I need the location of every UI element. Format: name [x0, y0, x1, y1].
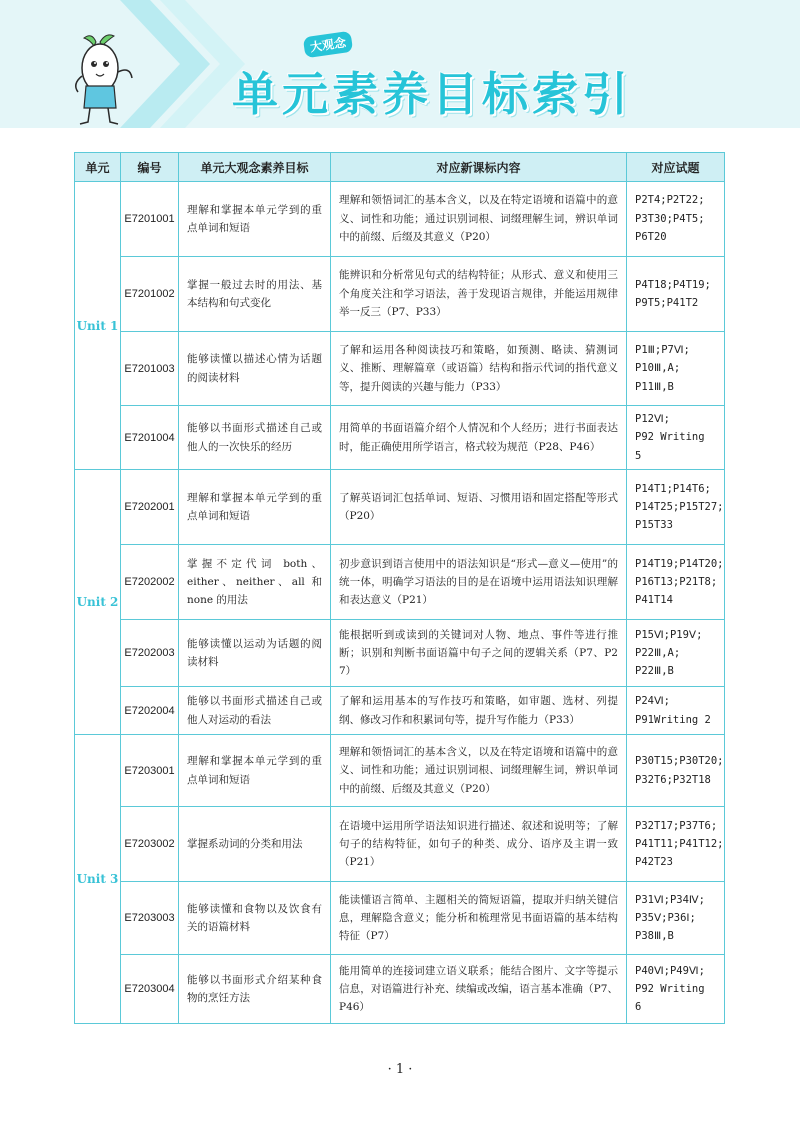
content-cell: 能辨识和分析常见句式的结构特征；从形式、意义和使用三个角度关注和学习语法，善于发现语言规律，并能运用规律举一反三（P7、P33）: [331, 257, 627, 332]
code-cell: E7201002: [121, 257, 179, 332]
goal-cell: 理解和掌握本单元学到的重点单词和短语: [179, 182, 331, 257]
content-cell: 用简单的书面语篇介绍个人情况和个人经历；进行书面表达时，能正确使用所学语言，格式较为规范（P28、P46）: [331, 406, 627, 470]
code-cell: E7202002: [121, 545, 179, 620]
tests-cell: P32T17;P37T6; P41T11;P41T12; P42T23: [627, 807, 725, 882]
goal-cell: 能够以书面形式描述自己或他人对运动的看法: [179, 687, 331, 735]
mascot-icon: [66, 32, 146, 128]
content-cell: 能根据听到或读到的关键词对人物、地点、事件等进行推断；识别和判断书面语篇中句子之间的逻辑关系（P7、P27）: [331, 620, 627, 687]
big-idea-badge: 大观念: [303, 31, 353, 58]
goal-cell: 能够读懂和食物以及饮食有关的语篇材料: [179, 882, 331, 955]
table-row: [75, 620, 725, 687]
table-row: [75, 332, 725, 406]
content-cell: 初步意识到语言使用中的语法知识是“形式—意义—使用”的统一体，明确学习语法的目的是在语境中运用语法知识理解和表达意义（P21）: [331, 545, 627, 620]
table-row: [75, 735, 725, 807]
code-cell: E7203002: [121, 807, 179, 882]
table-row: [75, 807, 725, 882]
column-header: 单元: [75, 153, 121, 182]
goal-index-table: [74, 152, 725, 1024]
content-cell: 了解和运用各种阅读技巧和策略，如预测、略读、猜测词义、推断、理解篇章（或语篇）结构和指示代词的指代意义等，提升阅读的兴趣与能力（P33）: [331, 332, 627, 406]
content-cell: 理解和领悟词汇的基本含义，以及在特定语境和语篇中的意义、词性和功能；通过识别词根、词缀理解生词，辨识单词中的前缀、后缀及其意义（P20）: [331, 735, 627, 807]
unit-cell: Unit 2: [75, 470, 121, 735]
tests-cell: P2T4;P2T22; P3T30;P4T5; P6T20: [627, 182, 725, 257]
code-cell: E7202001: [121, 470, 179, 545]
tests-cell: P15Ⅵ;P19Ⅴ; P22Ⅲ,A; P22Ⅲ,B: [627, 620, 725, 687]
column-header: 单元大观念素养目标: [179, 153, 331, 182]
content-cell: 了解英语词汇包括单词、短语、习惯用语和固定搭配等形式（P20）: [331, 470, 627, 545]
code-cell: E7201003: [121, 332, 179, 406]
tests-cell: P4T18;P4T19; P9T5;P41T2: [627, 257, 725, 332]
table-row: [75, 687, 725, 735]
table-row: [75, 882, 725, 955]
tests-cell: P30T15;P30T20; P32T6;P32T18: [627, 735, 725, 807]
goal-cell: 掌握不定代词 both、either、neither、all 和 none 的用法: [179, 545, 331, 620]
code-cell: E7203003: [121, 882, 179, 955]
code-cell: E7203001: [121, 735, 179, 807]
code-cell: E7201001: [121, 182, 179, 257]
unit-cell: Unit 1: [75, 182, 121, 470]
content-cell: 了解和运用基本的写作技巧和策略，如审题、选材、列提纲、修改习作和积累词句等，提升写作能力（P33）: [331, 687, 627, 735]
goal-cell: 能够读懂以描述心情为话题的阅读材料: [179, 332, 331, 406]
table-row: [75, 182, 725, 257]
page-title-wrap: [232, 35, 632, 124]
table-row: [75, 406, 725, 470]
goal-cell: 理解和掌握本单元学到的重点单词和短语: [179, 470, 331, 545]
tests-cell: P31Ⅵ;P34Ⅳ; P35Ⅴ;P36Ⅰ; P38Ⅲ,B: [627, 882, 725, 955]
content-cell: 能读懂语言简单、主题相关的简短语篇，提取并归纳关键信息，理解隐含意义；能分析和梳理常见书面语篇的基本结构特征（P7）: [331, 882, 627, 955]
goal-cell: 能够以书面形式介绍某种食物的烹饪方法: [179, 955, 331, 1024]
table-header-row: [75, 153, 725, 182]
code-cell: E7201004: [121, 406, 179, 470]
column-header: 对应试题: [627, 153, 725, 182]
content-cell: 在语境中运用所学语法知识进行描述、叙述和说明等；了解句子的结构特征，如句子的种类、成分、语序及主谓一致（P21）: [331, 807, 627, 882]
table-row: [75, 470, 725, 545]
goal-cell: 掌握一般过去时的用法、基本结构和句式变化: [179, 257, 331, 332]
goal-cell: 能够读懂以运动为话题的阅读材料: [179, 620, 331, 687]
unit-cell: Unit 3: [75, 735, 121, 1024]
tests-cell: P40Ⅵ;P49Ⅵ; P92 Writing 6: [627, 955, 725, 1024]
code-cell: E7203004: [121, 955, 179, 1024]
tests-cell: P24Ⅵ; P91Writing 2: [627, 687, 725, 735]
tests-cell: P14T19;P14T20; P16T13;P21T8; P41T14: [627, 545, 725, 620]
column-header: 编号: [121, 153, 179, 182]
table-row: [75, 545, 725, 620]
code-cell: E7202003: [121, 620, 179, 687]
content-cell: 理解和领悟词汇的基本含义，以及在特定语境和语篇中的意义、词性和功能；通过识别词根、词缀理解生词，辨识单词中的前缀、后缀及其意义（P20）: [331, 182, 627, 257]
page-number: · 1 ·: [387, 1062, 413, 1077]
tests-cell: P1Ⅲ;P7Ⅵ; P10Ⅲ,A; P11Ⅲ,B: [627, 332, 725, 406]
goal-cell: 掌握系动词的分类和用法: [179, 807, 331, 882]
column-header: 对应新课标内容: [331, 153, 627, 182]
page-title: 单元素养目标索引: [232, 67, 632, 121]
table-row: [75, 955, 725, 1024]
code-cell: E7202004: [121, 687, 179, 735]
table-row: [75, 257, 725, 332]
tests-cell: P12Ⅵ; P92 Writing 5: [627, 406, 725, 470]
tests-cell: P14T1;P14T6; P14T25;P15T27; P15T33: [627, 470, 725, 545]
content-cell: 能用简单的连接词建立语义联系；能结合图片、文字等提示信息，对语篇进行补充、续编或改编，语言基本准确（P7、P46）: [331, 955, 627, 1024]
goal-cell: 能够以书面形式描述自己或他人的一次快乐的经历: [179, 406, 331, 470]
goal-cell: 理解和掌握本单元学到的重点单词和短语: [179, 735, 331, 807]
